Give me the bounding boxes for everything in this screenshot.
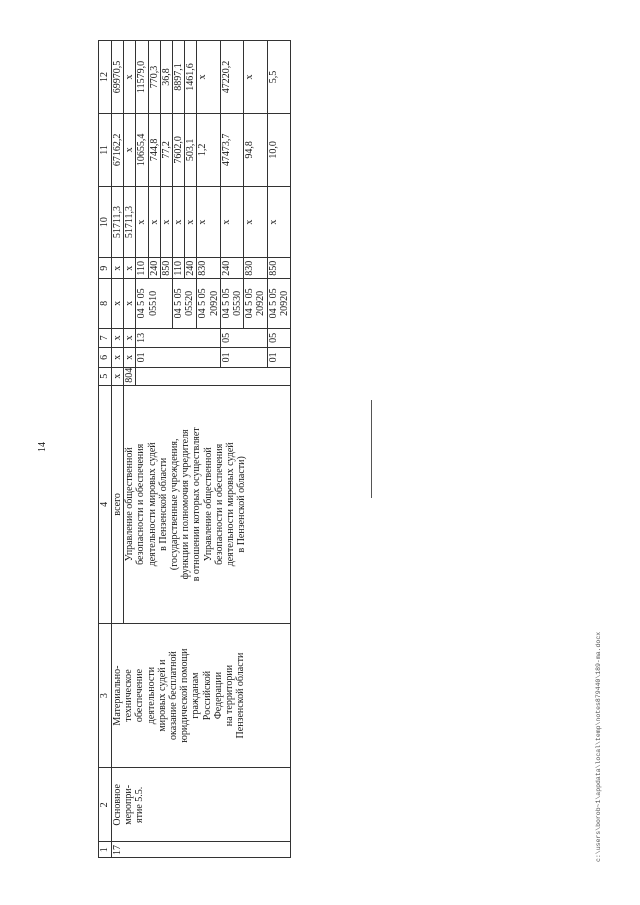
cell-c10: х bbox=[244, 186, 267, 258]
cell-c11: 503,1 bbox=[185, 113, 197, 186]
cell-c10: х bbox=[185, 186, 197, 258]
col-num-10: 10 bbox=[99, 186, 112, 258]
cell-c12: х bbox=[244, 41, 267, 114]
cell-c8: 04 5 05 05530 bbox=[220, 279, 243, 328]
cell-c12: 5,5 bbox=[267, 41, 290, 114]
cell-c12: 1461,6 bbox=[185, 41, 197, 114]
cell-c6: 01 bbox=[136, 348, 220, 368]
cell-c9: 240 bbox=[220, 258, 243, 279]
cell-c6: 01 bbox=[267, 348, 290, 368]
cell-c5-empty bbox=[136, 367, 291, 385]
cell-c10: х bbox=[220, 186, 243, 258]
separator-line bbox=[371, 400, 372, 498]
cell-c7: 05 bbox=[267, 328, 290, 348]
budget-table bbox=[98, 40, 291, 858]
event-description: Материально- техническое обеспечение деятельности мировых судей и оказание бесплатной юридической помощи гражданам Российской Федерации на территории Пензенской области bbox=[112, 623, 291, 767]
cell-c6: х bbox=[112, 348, 124, 368]
cell-c11: 94,8 bbox=[244, 113, 267, 186]
cell-c10: х bbox=[160, 186, 172, 258]
cell-c9: 850 bbox=[160, 258, 172, 279]
cell-c11: 10655,4 bbox=[136, 113, 148, 186]
col-num-11: 11 bbox=[99, 113, 112, 186]
cell-c9: х bbox=[124, 258, 136, 279]
cell-c10: 51711,3 bbox=[112, 186, 124, 258]
cell-c12: 36,8 bbox=[160, 41, 172, 114]
row-number: 17 bbox=[112, 842, 291, 858]
cell-c8: 04 5 05 20920 bbox=[267, 279, 290, 328]
cell-c7: 13 bbox=[136, 328, 220, 348]
col-num-12: 12 bbox=[99, 41, 112, 114]
cell-c9: 830 bbox=[244, 258, 267, 279]
col-num-2: 2 bbox=[99, 768, 112, 842]
cell-c9: 830 bbox=[197, 258, 220, 279]
cell-c6: х bbox=[124, 348, 136, 368]
cell-c10: х bbox=[136, 186, 148, 258]
cell-c12: 69970,5 bbox=[112, 41, 124, 114]
cell-c11: х bbox=[124, 113, 136, 186]
cell-c9: х bbox=[112, 258, 124, 279]
cell-c12: х bbox=[124, 41, 136, 114]
cell-c9: 110 bbox=[136, 258, 148, 279]
cell-c12: 770,3 bbox=[148, 41, 160, 114]
cell-c10: х bbox=[148, 186, 160, 258]
col-num-7: 7 bbox=[99, 328, 112, 348]
cell-c11: 1,2 bbox=[197, 113, 220, 186]
cell-c12: х bbox=[197, 41, 220, 114]
cell-c5: 804 bbox=[124, 367, 136, 385]
col-num-4: 4 bbox=[99, 385, 112, 623]
col-num-8: 8 bbox=[99, 279, 112, 328]
executor-total: всего bbox=[112, 385, 124, 623]
cell-c12: 47220,2 bbox=[220, 41, 243, 114]
cell-c11: 77,2 bbox=[160, 113, 172, 186]
cell-c11: 7602,0 bbox=[173, 113, 185, 186]
cell-c12: 8897,1 bbox=[173, 41, 185, 114]
cell-c9: 240 bbox=[185, 258, 197, 279]
col-num-9: 9 bbox=[99, 258, 112, 279]
col-num-5: 5 bbox=[99, 367, 112, 385]
cell-c8: 04 5 05 05520 bbox=[173, 279, 197, 328]
cell-c8: х bbox=[124, 279, 136, 328]
cell-c7: х bbox=[124, 328, 136, 348]
cell-c7: х bbox=[112, 328, 124, 348]
cell-c10: х bbox=[197, 186, 220, 258]
cell-c11: 47473,7 bbox=[220, 113, 243, 186]
cell-c8: х bbox=[112, 279, 124, 328]
table-row bbox=[112, 41, 124, 858]
executor-name: Управление общественной безопасности и обеспечения деятельности мировых судей в Пензенской области (государственные учреждения, функции и полномочия учредителя в отношении которых осуществляет Управление общественной безопасности и обеспечения деятельности мировых судей в Пензенской области) bbox=[124, 385, 291, 623]
cell-c9: 110 bbox=[173, 258, 185, 279]
cell-c9: 240 bbox=[148, 258, 160, 279]
cell-c7: 05 bbox=[220, 328, 267, 348]
cell-c11: 10,0 bbox=[267, 113, 290, 186]
cell-c5: х bbox=[112, 367, 124, 385]
col-num-1: 1 bbox=[99, 842, 112, 858]
event-name: Основное меропри- ятие 5.5. bbox=[112, 768, 291, 842]
cell-c11: 67162,2 bbox=[112, 113, 124, 186]
rotated-table-page bbox=[98, 40, 338, 858]
col-num-3: 3 bbox=[99, 623, 112, 767]
cell-c10: 51711,3 bbox=[124, 186, 136, 258]
cell-c11: 744,8 bbox=[148, 113, 160, 186]
cell-c10: х bbox=[173, 186, 185, 258]
cell-c9: 850 bbox=[267, 258, 290, 279]
cell-c8: 04 5 05 05510 bbox=[136, 279, 173, 328]
column-number-row bbox=[99, 41, 112, 858]
cell-c12: 11579,0 bbox=[136, 41, 148, 114]
file-path: c:\users\borob~1\appdata\local\temp\notes879440\189-ma.docx bbox=[595, 631, 602, 862]
cell-c6: 01 bbox=[220, 348, 267, 368]
cell-c8: 04 5 05 20920 bbox=[197, 279, 220, 328]
cell-c10: х bbox=[267, 186, 290, 258]
col-num-6: 6 bbox=[99, 348, 112, 368]
page-number: 14 bbox=[37, 442, 48, 452]
cell-c8: 04 5 05 20920 bbox=[244, 279, 267, 328]
